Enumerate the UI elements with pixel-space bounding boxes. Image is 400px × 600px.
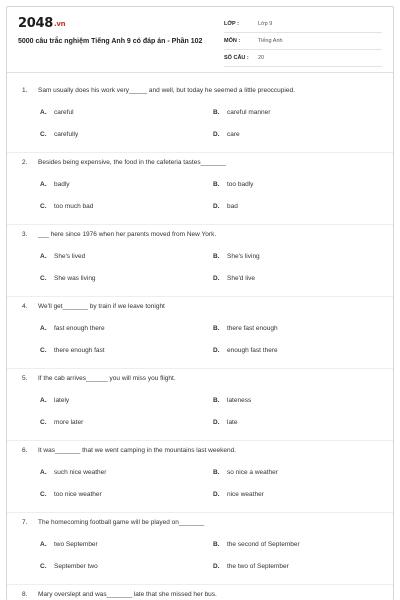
question-number: 2. xyxy=(22,159,28,166)
option-b[interactable] xyxy=(213,181,253,188)
question-text: If the cab arrives______ you will miss you flight. xyxy=(38,375,176,382)
option-text: lateness xyxy=(227,397,252,404)
meta-label: LỚP : xyxy=(224,21,239,27)
option-b[interactable] xyxy=(213,325,278,332)
option-letter: B. xyxy=(213,541,220,548)
option-b[interactable] xyxy=(213,541,300,548)
meta-row-count xyxy=(224,50,382,67)
meta-value: 20 xyxy=(258,55,265,61)
question-stem xyxy=(22,159,226,166)
option-letter: C. xyxy=(40,419,47,426)
option-letter: A. xyxy=(40,325,47,332)
option-letter: B. xyxy=(213,469,220,476)
option-text: badly xyxy=(54,181,70,188)
option-text: She's lived xyxy=(54,253,86,260)
option-text: the second of September xyxy=(227,541,300,548)
option-text: nice weather xyxy=(227,491,264,498)
option-letter: A. xyxy=(40,181,47,188)
option-text: carefully xyxy=(54,131,79,138)
option-letter: B. xyxy=(213,181,220,188)
option-c[interactable] xyxy=(40,419,83,426)
option-text: the two of September xyxy=(227,563,289,570)
question-text: The homecoming football game will be played on_______ xyxy=(38,519,205,526)
option-text: too nice weather xyxy=(54,491,102,498)
option-text: September two xyxy=(54,563,98,570)
option-text: there fast enough xyxy=(227,325,278,332)
option-letter: C. xyxy=(40,131,47,138)
option-letter: D. xyxy=(213,419,220,426)
question-item xyxy=(7,225,393,297)
option-b[interactable] xyxy=(213,397,251,404)
option-text: there enough fast xyxy=(54,347,105,354)
option-text: She's living xyxy=(227,253,260,260)
option-letter: A. xyxy=(40,469,47,476)
option-text: such nice weather xyxy=(54,469,107,476)
question-list xyxy=(7,81,393,600)
meta-value: Tiếng Anh xyxy=(258,38,283,44)
option-letter: A. xyxy=(40,541,47,548)
option-d[interactable] xyxy=(213,203,238,210)
meta-row-class xyxy=(224,16,382,33)
option-letter: D. xyxy=(213,131,220,138)
option-c[interactable] xyxy=(40,563,98,570)
option-letter: C. xyxy=(40,203,47,210)
question-item xyxy=(7,369,393,441)
meta-row-subject xyxy=(224,33,382,50)
option-a[interactable] xyxy=(40,325,105,332)
option-letter: B. xyxy=(213,397,220,404)
option-d[interactable] xyxy=(213,419,237,426)
option-text: care xyxy=(227,131,240,138)
option-text: more later xyxy=(54,419,84,426)
option-text: fast enough there xyxy=(54,325,105,332)
option-a[interactable] xyxy=(40,181,70,188)
question-stem xyxy=(22,519,204,526)
option-letter: A. xyxy=(40,253,47,260)
option-c[interactable] xyxy=(40,491,102,498)
question-item xyxy=(7,585,393,600)
question-text: We'll get_______ by train if we leave tonight xyxy=(38,303,165,310)
option-letter: B. xyxy=(213,253,220,260)
option-b[interactable] xyxy=(213,109,270,116)
page-title: 5000 câu trắc nghiệm Tiếng Anh 9 có đáp án - Phần 102 xyxy=(18,38,203,45)
meta-table xyxy=(224,16,382,67)
question-text: Besides being expensive, the food in the cafeteria tastes_______ xyxy=(38,159,226,166)
question-text: ___ here since 1976 when her parents moved from New York. xyxy=(38,231,217,238)
option-d[interactable] xyxy=(213,131,240,138)
question-stem xyxy=(22,87,295,94)
question-item xyxy=(7,441,393,513)
option-text: careful xyxy=(54,109,74,116)
option-text: two September xyxy=(54,541,98,548)
question-number: 3. xyxy=(22,231,28,238)
question-item xyxy=(7,297,393,369)
logo-tld: .vn xyxy=(53,20,66,28)
option-text: lately xyxy=(54,397,70,404)
option-text: She was living xyxy=(54,275,96,282)
option-text: too much bad xyxy=(54,203,94,210)
question-stem xyxy=(22,375,176,382)
option-letter: B. xyxy=(213,325,220,332)
option-text: She'd live xyxy=(227,275,255,282)
question-number: 8. xyxy=(22,591,28,598)
option-text: bad xyxy=(227,203,238,210)
option-a[interactable] xyxy=(40,109,74,116)
question-item xyxy=(7,81,393,153)
option-letter: C. xyxy=(40,491,47,498)
question-text: Sam usually does his work very_____ and well, but today he seemed a little preoccupied. xyxy=(38,87,295,94)
option-d[interactable] xyxy=(213,563,289,570)
option-a[interactable] xyxy=(40,397,69,404)
question-number: 6. xyxy=(22,447,28,454)
option-a[interactable] xyxy=(40,469,106,476)
meta-label: SỐ CÂU : xyxy=(224,55,249,61)
option-letter: D. xyxy=(213,275,220,282)
option-text: too badly xyxy=(227,181,254,188)
header-divider xyxy=(7,72,393,73)
question-text: It was_______ that we went camping in the mountains last weekend. xyxy=(38,447,237,454)
option-text: enough fast there xyxy=(227,347,278,354)
option-d[interactable] xyxy=(213,347,278,354)
option-letter: C. xyxy=(40,563,47,570)
option-letter: A. xyxy=(40,397,47,404)
option-letter: A. xyxy=(40,109,47,116)
question-item xyxy=(7,513,393,585)
quiz-sheet xyxy=(6,6,394,600)
option-d[interactable] xyxy=(213,491,264,498)
option-b[interactable] xyxy=(213,469,278,476)
question-number: 4. xyxy=(22,303,28,310)
option-letter: C. xyxy=(40,347,47,354)
option-c[interactable] xyxy=(40,347,105,354)
option-c[interactable] xyxy=(40,203,93,210)
meta-label: MÔN : xyxy=(224,38,241,44)
option-d[interactable] xyxy=(213,275,255,282)
logo-text: 2048 xyxy=(18,16,53,31)
question-number: 7. xyxy=(22,519,28,526)
option-a[interactable] xyxy=(40,541,98,548)
meta-value: Lớp 9 xyxy=(258,21,273,27)
question-number: 1. xyxy=(22,87,28,94)
question-stem xyxy=(22,303,165,310)
option-text: late xyxy=(227,419,238,426)
question-stem xyxy=(22,591,217,598)
site-logo[interactable] xyxy=(18,16,65,31)
option-letter: C. xyxy=(40,275,47,282)
question-item xyxy=(7,153,393,225)
sheet-header xyxy=(7,7,393,72)
option-letter: B. xyxy=(213,109,220,116)
question-number: 5. xyxy=(22,375,28,382)
option-text: so nice a weather xyxy=(227,469,278,476)
option-letter: D. xyxy=(213,491,220,498)
option-text: careful manner xyxy=(227,109,271,116)
option-letter: D. xyxy=(213,203,220,210)
option-c[interactable] xyxy=(40,275,96,282)
option-letter: D. xyxy=(213,347,220,354)
question-text: Mary overslept and was_______ late that she missed her bus. xyxy=(38,591,217,598)
option-c[interactable] xyxy=(40,131,78,138)
question-stem xyxy=(22,231,216,238)
option-a[interactable] xyxy=(40,253,85,260)
question-stem xyxy=(22,447,236,454)
option-letter: D. xyxy=(213,563,220,570)
option-b[interactable] xyxy=(213,253,260,260)
